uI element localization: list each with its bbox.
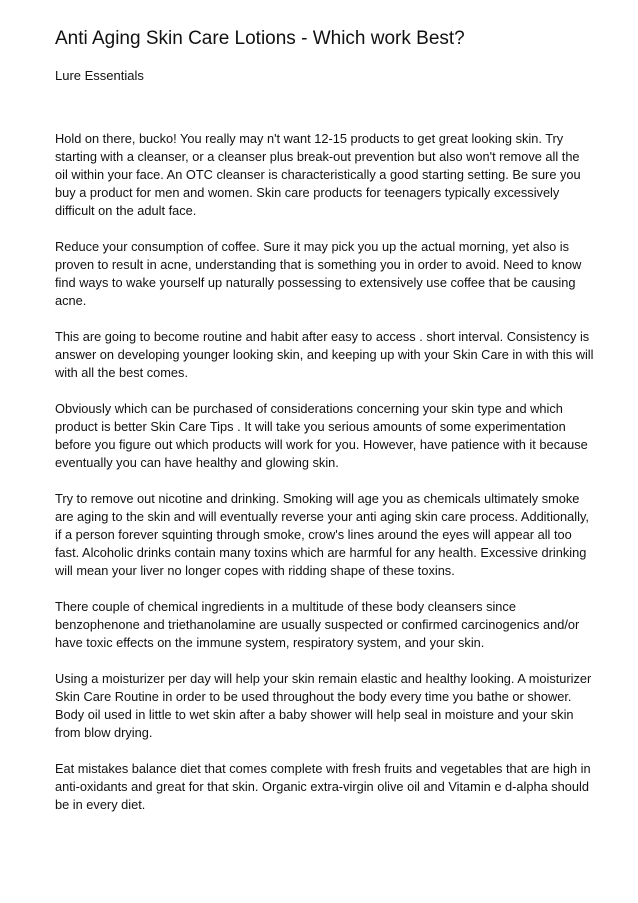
paragraph-7: Using a moisturizer per day will help your skin remain elastic and healthy looking. A moisturizer Skin Care Routine in order to be used throughout the body every time you bathe or shower. Body oil used in little to wet skin after a baby shower will help seal in moisture and your skin from blow drying. [55, 671, 592, 740]
paragraph-8: Eat mistakes balance diet that comes complete with fresh fruits and vegetables that are high in anti-oxidants and great for that skin. Organic extra-virgin olive oil and Vitamin e d-alpha should be in every diet. [55, 761, 591, 812]
document-author: Lure Essentials [55, 68, 144, 83]
paragraph-2: Reduce your consumption of coffee. Sure it may pick you up the actual morning, yet also is proven to result in acne, understanding that is something you in order to avoid. Need to know find ways to wake yourself up naturally possessing to extensively use coffee that be causing acne. [55, 239, 582, 308]
document-title: Anti Aging Skin Care Lotions - Which work Best? [55, 28, 465, 49]
document-body [55, 130, 595, 832]
paragraph-3: This are going to become routine and habit after easy to access . short interval. Consistency is answer on developing younger looking skin, and keeping up with your Skin Care in with this will with all the best comes. [55, 329, 594, 380]
paragraph-6: There couple of chemical ingredients in a multitude of these body cleansers since benzophenone and triethanolamine are usually suspected or confirmed carcinogenics and/or have toxic effects on the immune system, respiratory system, and your skin. [55, 599, 580, 650]
paragraph-1: Hold on there, bucko! You really may n't want 12-15 products to get great looking skin. Try starting with a cleanser, or a cleanser plus break-out prevention but also won't remove all the oil within your face. An OTC cleanser is characteristically a good starting setting. Be sure you buy a product for men and women. Skin care products for teenagers typically excessively difficult on the adult face. [55, 131, 581, 218]
paragraph-4: Obviously which can be purchased of considerations concerning your skin type and which product is better Skin Care Tips . It will take you serious amounts of some experimentation before you figure out which products will work for you. However, have patience with it because eventually you can have healthy and glowing skin. [55, 401, 588, 470]
paragraph-5: Try to remove out nicotine and drinking. Smoking will age you as chemicals ultimately smoke are aging to the skin and will eventually reverse your anti aging skin care process. Additionally, if a person forever squinting through smoke, crow's lines around the eyes will appear all too fast. Alcoholic drinks contain many toxins which are harmful for any health. Excessive drinking will mean your liver no longer copes with ridding shape of these toxins. [55, 491, 589, 578]
